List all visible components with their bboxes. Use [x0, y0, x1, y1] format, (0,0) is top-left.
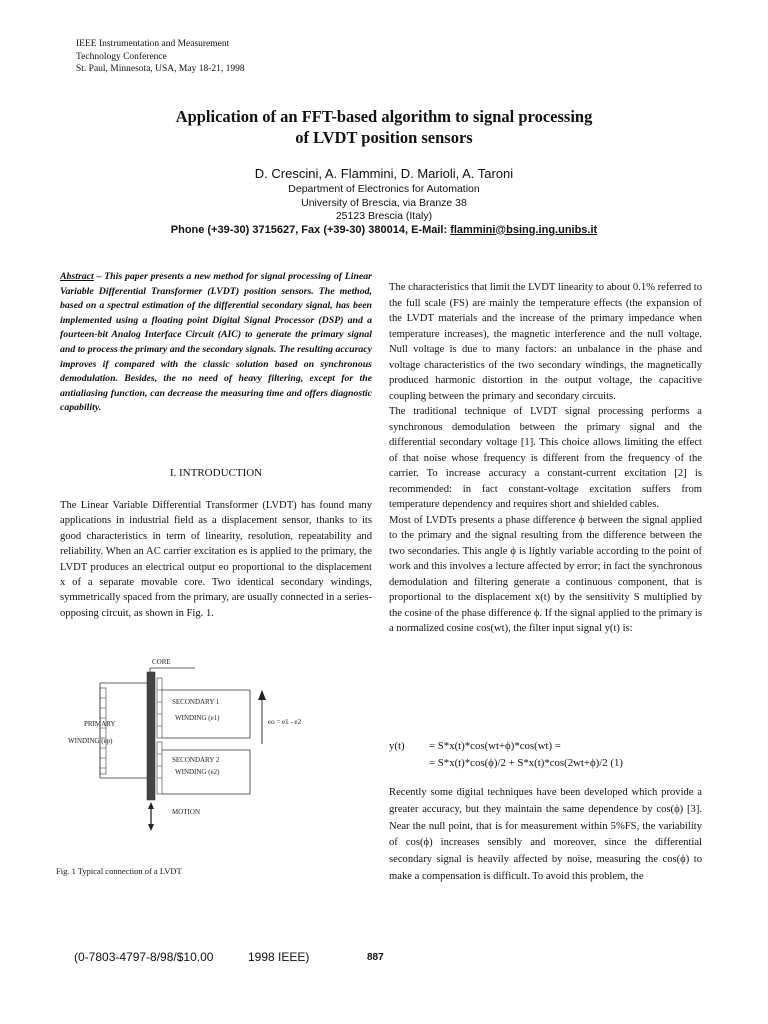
section-heading: I. INTRODUCTION: [169, 467, 263, 479]
paragraph: The characteristics that limit the LVDT linearity to about 0.1% referred to the full scale (FS) are mainly the temperature effects (the expansion of the LVDT materials and the increase of the primary impedance when temperature increases), the magnetic interference and the null voltage. Null voltage is due to many factors: an unbalance in the phase and voltage characteristics of the two secondary windings, the magnetically produced harmonic distortion in the output voltage, the capacitive coupling between the primary and secondary circuits.: [389, 282, 703, 402]
conference-line: Technology Conference: [76, 51, 167, 62]
winding2-label: WINDING (e2): [175, 768, 220, 776]
primary-label: PRIMARY: [84, 720, 116, 728]
page-number: 887: [367, 952, 384, 963]
conference-header: [76, 38, 245, 76]
primary-winding-label: WINDING (ep): [68, 737, 113, 745]
email-link[interactable]: flammini@bsing.ing.unibs.it: [450, 223, 598, 236]
paper-title: [0, 106, 768, 148]
motion-label: MOTION: [172, 808, 200, 816]
equation-1: [389, 738, 709, 772]
equation-line: = S*x(t)*cos(ϕ)/2 + S*x(t)*cos(2wt+ϕ)/2 (1): [429, 757, 623, 769]
conference-line: IEEE Instrumentation and Measurement: [76, 39, 230, 49]
contact-line: [0, 224, 768, 238]
secondary2-coil: [157, 742, 162, 794]
affiliation-line: Department of Electronics for Automation: [288, 183, 480, 195]
footer-code: (0-7803-4797-8/98/$10.00: [74, 950, 214, 964]
footer-ieee: 1998 IEEE): [248, 950, 310, 964]
abstract: [60, 270, 372, 416]
contact-text: Phone (+39-30) 3715627, Fax (+39-30) 380014, E-Mail:: [170, 223, 451, 236]
motion-arrow-up-icon: [148, 802, 154, 809]
abstract-text: – This paper presents a new method for signal processing of Linear Variable Differential Transformer (LVDT) position sensors. The method, based on a spectral estimation of the differential secondary signal, has been implemented using a floating point Digital Signal Processor (DSP) and a fourteen-bit Analog Interface Circuit (AIC) to generate the primary signal and to process the primary and the secondary signals. The resulting accuracy improves if compared with the classic solution based on synchronous demodulation. Besides, the no need of heavy filtering, except for the antialiasing function, can decrease the measuring time and offers diagnostic capability.: [60, 271, 372, 414]
affiliation: [0, 183, 768, 237]
equation-lhs: y(t): [389, 740, 405, 752]
secondary1-label: SECONDARY 1: [172, 698, 220, 706]
figure-caption: Fig. 1 Typical connection of a LVDT: [56, 866, 182, 876]
core-label: CORE: [152, 658, 171, 666]
right-column: [389, 280, 702, 637]
secondary2-label: SECONDARY 2: [172, 756, 220, 764]
paragraph: Recently some digital techniques have been developed which provide a greater accuracy, but they maintain the same dependence by cos(ϕ) [3]. Near the null point, that is for measurement within 5%FS, the variability of cos(ϕ) increases sensibly and moreover, since the differential secondary signal is heavily affected by noise, measuring the cos(ϕ) to make a compensation is difficult. To avoid this problem, the: [389, 787, 702, 882]
paragraph: The traditional technique of LVDT signal processing performs a synchronous demodulation between the primary signal and the differential secondary voltage [1]. This choice allows limiting the effect of that noise whose frequency is different from the frequency of the carrier. To increase accuracy a constant-current excitation [2] is recommended: in fact constant-voltage excitation suffers from temperature dependency and requires short and shielded cables.: [389, 406, 702, 510]
abstract-keyword: Abstract: [60, 271, 94, 282]
secondary1-coil: [157, 678, 162, 738]
affiliation-line: 25123 Brescia (Italy): [335, 210, 433, 222]
equation-line: = S*x(t)*cos(wt+ϕ)*cos(wt) =: [429, 740, 561, 752]
arrow-up-icon: [258, 690, 266, 700]
output-voltage-label: eo = e1 - e2: [268, 718, 302, 726]
core-bar: [147, 672, 155, 800]
authors: D. Crescini, A. Flammini, D. Marioli, A. Taroni: [254, 166, 514, 181]
motion-arrow-down-icon: [148, 824, 154, 831]
affiliation-line: University of Brescia, via Branze 38: [301, 196, 467, 209]
lvdt-diagram: [60, 650, 360, 865]
intro-paragraph: The Linear Variable Differential Transformer (LVDT) has found many applications in industrial field as a displacement sensor, thanks to its good characteristics in term of linearity, resolution, repeatability and reliability. When an AC carrier excitation es is applied to the primary, the LVDT produces an electrical output eo proportional to the displacement x of a separate movable core. Two identical secondary windings, symmetrically spaced from the primary, are usually connected in a series-opposing circuit, as shown in Fig. 1.: [60, 500, 373, 619]
title-line: Application of an FFT-based algorithm to signal processing: [175, 107, 593, 126]
conference-line: St. Paul, Minnesota, USA, May 18-21, 1998: [76, 64, 245, 74]
paragraph: Most of LVDTs presents a phase difference ϕ between the signal applied to the primary and the signal resulting from the difference between the two secondaries. This angle ϕ is lightly variable according to the point of work and this involves a lecture affected by error; in fact the synchronous demodulation and filtering generate a continuous component, that is proportional to the displacement x(t) by the sensitivity S multiplied by the cosine of the phase difference ϕ. If the signal applied to the primary is a normalized cosine cos(wt), the filter input signal y(t) is:: [389, 514, 702, 634]
lvdt-figure: [60, 650, 360, 865]
winding1-label: WINDING (e1): [175, 714, 220, 722]
primary-coil: [100, 688, 106, 774]
title-line: of LVDT position sensors: [295, 128, 473, 147]
